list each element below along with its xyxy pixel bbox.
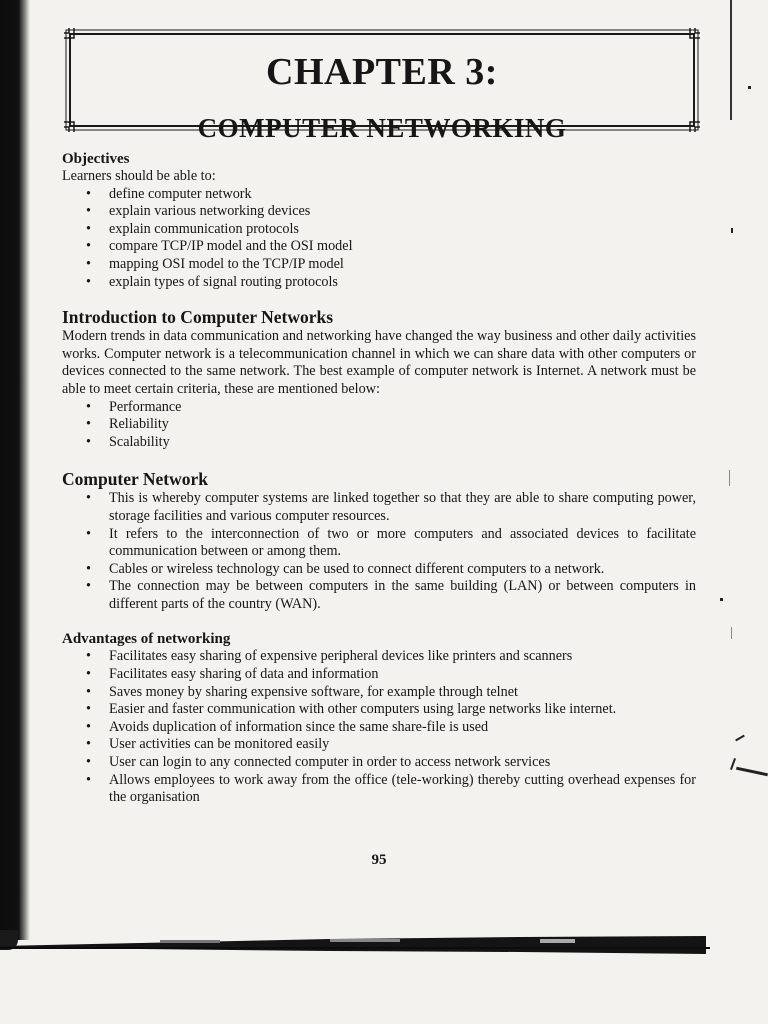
list-item-text: User activities can be monitored easily <box>109 736 330 753</box>
scan-speck <box>736 767 768 777</box>
list-item <box>86 772 696 807</box>
bullet-icon: • <box>86 416 91 433</box>
computer-network-heading: Computer Network <box>62 469 208 490</box>
bullet-icon: • <box>86 578 91 595</box>
objectives-intro: Learners should be able to: <box>62 168 216 184</box>
scan-page-edge <box>0 934 710 956</box>
list-item <box>86 754 696 772</box>
list-item <box>86 648 696 666</box>
list-item-text: Avoids duplication of information since the same share-file is used <box>109 718 489 735</box>
list-item <box>86 238 696 256</box>
scan-edge-line <box>730 0 732 120</box>
list-item-text: Facilitates easy sharing of expensive peripheral devices like printers and scanners <box>109 648 573 665</box>
bullet-icon: • <box>86 238 91 255</box>
scan-speck <box>730 758 736 770</box>
list-item-text: Easier and faster communication with other computers using large networks like internet. <box>109 701 617 718</box>
list-item <box>86 186 696 204</box>
chapter-title-frame <box>64 28 700 143</box>
scan-speck <box>731 228 733 233</box>
list-item-text: Allows employees to work away from the office (tele-working) thereby cutting overhead expenses for the organisation <box>109 771 696 806</box>
list-item <box>86 399 696 417</box>
chapter-number-title: CHAPTER 3: <box>266 51 498 93</box>
objectives-section <box>62 150 696 291</box>
list-item <box>86 526 696 561</box>
list-item-text: define computer network <box>109 185 252 202</box>
list-item-text: Reliability <box>109 416 169 433</box>
list-item <box>86 561 696 579</box>
bullet-icon: • <box>86 666 91 683</box>
list-item <box>86 666 696 684</box>
list-item-text: explain various networking devices <box>109 203 311 220</box>
bullet-icon: • <box>86 525 91 542</box>
scan-speck <box>720 598 723 601</box>
advantages-section <box>62 630 696 806</box>
bullet-icon: • <box>86 433 91 450</box>
list-item-text: This is whereby computer systems are linked together so that they are able to share computing power, storage facilities and various computer resources. <box>109 490 696 524</box>
bullet-icon: • <box>86 220 91 237</box>
list-item <box>86 221 696 239</box>
scan-speck <box>731 627 732 639</box>
bullet-icon: • <box>86 718 91 735</box>
list-item <box>86 490 696 525</box>
bullet-icon: • <box>86 736 91 753</box>
list-item-text: explain types of signal routing protocols <box>109 273 338 290</box>
list-item <box>86 416 696 434</box>
page-number: 95 <box>371 852 387 868</box>
introduction-section <box>62 307 696 451</box>
list-item <box>86 701 696 719</box>
bullet-icon: • <box>86 648 91 665</box>
list-item-text: It refers to the interconnection of two or more computers and associated devices to facilitate communication between or among them. <box>109 525 696 560</box>
chapter-subtitle: COMPUTER NETWORKING <box>197 113 567 143</box>
scan-speck <box>735 735 745 742</box>
scan-speck <box>729 470 730 486</box>
list-item-text: Saves money by sharing expensive software, for example through telnet <box>109 683 518 700</box>
list-item-text: mapping OSI model to the TCP/IP model <box>109 255 344 272</box>
introduction-heading: Introduction to Computer Networks <box>62 307 334 328</box>
bullet-icon: • <box>86 701 91 718</box>
bullet-icon: • <box>86 683 91 700</box>
introduction-paragraph: Modern trends in data communication and networking have changed the way business and other daily activities works. Computer network is a telecommunication channel in which we can share data with other computers or devices connected to the same network. The best example of computer network is Internet. A network must be able to meet certain criteria, these are mentioned below: <box>62 328 696 397</box>
list-item-text: Performance <box>109 398 182 415</box>
list-item <box>86 203 696 221</box>
list-item-text: Cables or wireless technology can be used to connect different computers to a network. <box>109 560 605 577</box>
list-item-text: Facilitates easy sharing of data and information <box>109 666 379 683</box>
bullet-icon: • <box>86 560 91 577</box>
criteria-list <box>62 399 696 452</box>
list-item <box>86 578 696 613</box>
bullet-icon: • <box>86 398 91 415</box>
scan-binding-shadow <box>0 0 30 940</box>
list-item <box>86 736 696 754</box>
page-content <box>62 150 696 807</box>
objectives-list <box>62 186 696 292</box>
list-item-text: explain communication protocols <box>109 220 299 237</box>
list-item-text: Scalability <box>109 433 170 450</box>
bullet-icon: • <box>86 490 91 507</box>
bullet-icon: • <box>86 185 91 202</box>
bullet-icon: • <box>86 255 91 272</box>
bullet-icon: • <box>86 273 91 290</box>
list-item <box>86 684 696 702</box>
list-item <box>86 256 696 274</box>
computer-network-list <box>62 490 696 613</box>
list-item <box>86 719 696 737</box>
bullet-icon: • <box>86 203 91 220</box>
computer-network-section <box>62 469 696 613</box>
bullet-icon: • <box>86 771 91 788</box>
list-item <box>86 274 696 292</box>
advantages-list <box>62 648 696 806</box>
list-item <box>86 434 696 452</box>
objectives-heading: Objectives <box>62 151 130 167</box>
scan-speck <box>748 86 751 89</box>
list-item-text: The connection may be between computers in the same building (LAN) or between computers in different parts of the country (WAN). <box>109 578 696 612</box>
bullet-icon: • <box>86 754 91 771</box>
list-item-text: compare TCP/IP model and the OSI model <box>109 238 353 255</box>
advantages-heading: Advantages of networking <box>62 631 231 648</box>
list-item-text: User can login to any connected computer in order to access network services <box>109 754 551 771</box>
